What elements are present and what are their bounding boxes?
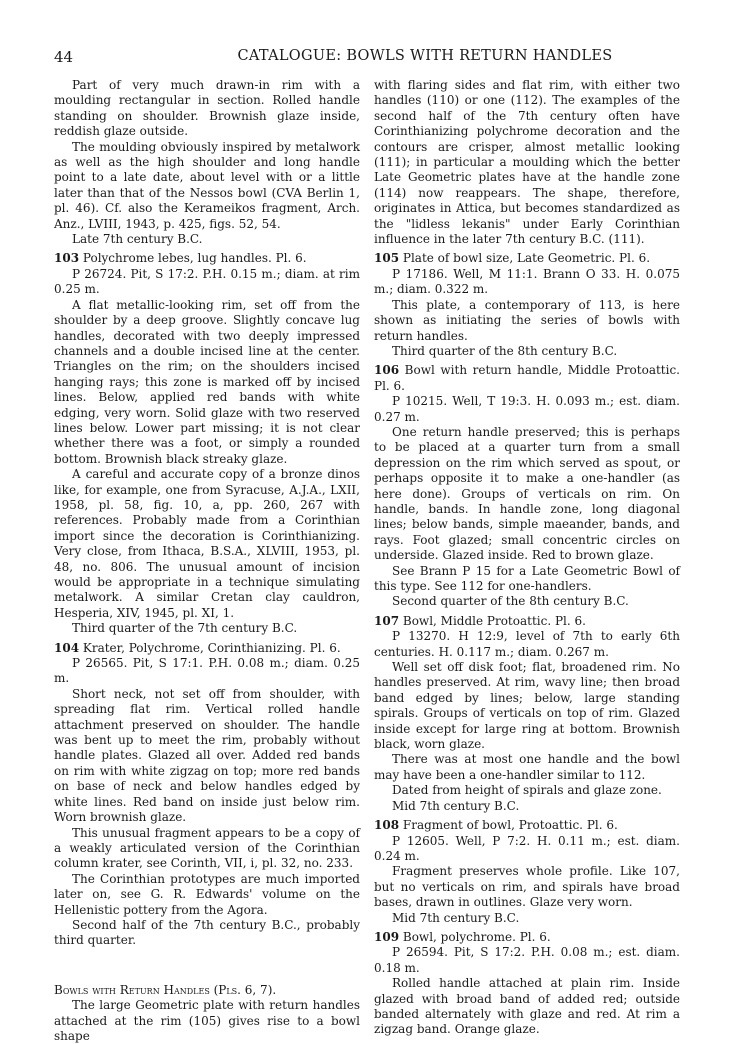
entry-reference: P 12605. Well, P 7:2. H. 0.11 m.; est. diam. 0.24 m. <box>374 833 680 863</box>
entry-description: Short neck, not set off from shoulder, with spreading flat rim. Vertical rolled handle attachment preserved on shoulder. The handle was bent up to meet the rim, probably without handle plates. Glazed all over. Added red bands on rim with white zigzag on top; more red bands on base of neck and below handles edged by white lines. Red band on inside just below rim. Worn brownish glaze. <box>54 686 360 825</box>
entry-title: Bowl with return handle, Middle Protoattic. Pl. 6. <box>374 363 680 393</box>
entry-date: Mid 7th century B.C. <box>392 798 520 813</box>
entry-number: 103 <box>54 251 80 266</box>
entry-title: Polychrome lebes, lug handles. Pl. 6. <box>79 251 307 266</box>
section-intro: The large Geometric plate with return handles attached at the rim (105) gives rise to a bowl shape <box>54 998 360 1043</box>
right-column <box>374 78 680 1038</box>
entry-description: Rolled handle attached at plain rim. Inside glazed with broad band of added red; outside banded alternately with glaze and red. At rim a zigzag band. Orange glaze. <box>374 976 680 1037</box>
page-number: 44 <box>54 48 74 66</box>
entry-commentary: This unusual fragment appears to be a copy of a weakly articulated version of the Corinthian column krater, see Corinth, VII, i, pl. 32, no. 233. <box>54 825 360 871</box>
catalogue-entry-106 <box>374 363 680 610</box>
left-column <box>54 78 360 1044</box>
entry-description: Well set off disk foot; flat, broadened rim. No handles preserved. At rim, wavy line; then broad band edged by lines; below, large standing spirals. Groups of verticals on top of rim. Glazed inside except for large ring at bottom. Brownish black, worn glaze. <box>374 660 680 752</box>
entry-commentary: There was at most one handle and the bowl may have been a one-handler similar to 112. <box>374 752 680 782</box>
running-header <box>54 48 686 70</box>
entry-number: 108 <box>374 818 400 833</box>
running-head-title: CATALOGUE: BOWLS WITH RETURN HANDLES <box>237 48 613 64</box>
entry-number: 106 <box>374 363 400 378</box>
entry-title: Fragment of bowl, Protoattic. Pl. 6. <box>399 818 618 833</box>
entry-date: Second quarter of the 8th century B.C. <box>392 594 629 609</box>
entry-description: A flat metallic-looking rim, set off from the shoulder by a deep groove. Slightly concave lug handles, decorated with two deeply impressed channels and a double incised line at the center. Triangles on the rim; on the shoulders incised hanging rays; this zone is marked off by incised lines. Below, applied red bands with white edging, very worn. Solid glaze with two reserved lines below. Lower part missing; it is not clear whether there was a foot, or simply a rounded bottom. Brownish black streaky glaze. <box>54 297 360 466</box>
entry-date: Third quarter of the 7th century B.C. <box>72 621 298 636</box>
entry-number: 104 <box>54 640 80 655</box>
entry-reference: P 13270. H 12:9, level of 7th to early 6th centuries. H. 0.117 m.; diam. 0.267 m. <box>374 629 680 659</box>
entry-commentary: A careful and accurate copy of a bronze dinos like, for example, one from Syracuse, A.J.A., LXII, 1958, pl. 58, fig. 10, a, pp. 260, 267 with references. Probably made from a Corinthian import since the decoration is Corinthianizing. Very close, from Ithaca, B.S.A., XLVIII, 1953, pl. 48, no. 806. The unusual amount of incision would be appropriate in a technique simulating metalwork. A similar Cretan clay cauldron, Hesperia, XIV, 1945, pl. XI, 1. <box>54 467 360 620</box>
entry-number: 107 <box>374 613 400 628</box>
entry-description: One return handle preserved; this is perhaps to be placed at a quarter turn from a small depression on the rim which served as spout, or perhaps opposite it to make a one-handler (as here done). Groups of verticals on rim. On handle, bands. In handle zone, long diagonal lines; below bands, simple maeander, bands, and rays. Foot glazed; small concentric circles on underside. Glazed inside. Red to brown glaze. <box>374 424 680 563</box>
entry-reference: P 26594. Pit, S 17:2. P.H. 0.08 m.; est. diam. 0.18 m. <box>374 945 680 975</box>
entry-commentary: See Brann P 15 for a Late Geometric Bowl of this type. See 112 for one-handlers. <box>374 563 680 593</box>
catalogue-entry-109 <box>374 930 680 1038</box>
entry-reference: P 17186. Well, M 11:1. Brann O 33. H. 0.075 m.; diam. 0.322 m. <box>374 266 680 297</box>
paragraph: The moulding obviously inspired by metalwork as well as the high shoulder and long handle point to a late date, about level with or a little later than that of the Nessos bowl (CVA Berlin 1, pl. 46). Cf. also the Kerameikos fragment, Arch. Anz., LVIII, 1943, p. 425, figs. 52, 54. <box>54 139 360 231</box>
section-heading: Bowls with Return Handles (Pls. 6, 7). <box>54 982 277 997</box>
entry-reference: P 26565. Pit, S 17:1. P.H. 0.08 m.; diam. 0.25 m. <box>54 656 360 686</box>
entry-description: This plate, a contemporary of 113, is here shown as initiating the series of bowls with return handles. <box>374 297 680 343</box>
section-intro-continued: with flaring sides and flat rim, with either two handles (110) or one (112). The examples of the second half of the 7th century often have Corinthianizing polychrome decoration and the contours are crisper, almost metallic looking (111); in particular a moulding which the better Late Geometric plates have at the handle zone (114) now reappears. The shape, therefore, originates in Attica, but becomes standardized as the "lidless lekanis" under Early Corinthian influence in the later 7th century B.C. (111). <box>374 78 680 247</box>
entry-title: Plate of bowl size, Late Geometric. Pl. 6. <box>399 251 651 266</box>
paragraph: Part of very much drawn-in rim with a moulding rectangular in section. Rolled handle standing on shoulder. Brownish glaze inside, reddish glaze outside. <box>54 78 360 139</box>
catalogue-entry-103 <box>54 251 360 636</box>
catalogue-entry-108 <box>374 818 680 926</box>
catalogue-entry-105 <box>374 251 680 359</box>
entry-title: Bowl, polychrome. Pl. 6. <box>399 929 551 944</box>
entry-title: Bowl, Middle Protoattic. Pl. 6. <box>399 613 586 628</box>
entry-description: Fragment preserves whole profile. Like 107, but no verticals on rim, and spirals have broad bases, drawn in outlines. Glaze very worn. <box>374 864 680 910</box>
catalogue-entry-107 <box>374 614 680 814</box>
entry-date: Third quarter of the 8th century B.C. <box>392 343 618 358</box>
entry-number: 105 <box>374 251 400 266</box>
entry-number: 109 <box>374 929 400 944</box>
entry-commentary: Dated from height of spirals and glaze zone. <box>392 783 662 798</box>
entry-date: Mid 7th century B.C. <box>392 910 520 925</box>
entry-date: Second half of the 7th century B.C., probably third quarter. <box>54 917 360 948</box>
entry-reference: P 26724. Pit, S 17:2. P.H. 0.15 m.; diam. at rim 0.25 m. <box>54 266 360 297</box>
catalogue-entry-104 <box>54 641 360 949</box>
entry-title: Krater, Polychrome, Corinthianizing. Pl. 6. <box>79 640 341 655</box>
entry-reference: P 10215. Well, T 19:3. H. 0.093 m.; est. diam. 0.27 m. <box>374 394 680 424</box>
entry-commentary: The Corinthian prototypes are much imported later on, see G. R. Edwards' volume on the Hellenistic pottery from the Agora. <box>54 871 360 917</box>
date-line: Late 7th century B.C. <box>72 232 203 247</box>
